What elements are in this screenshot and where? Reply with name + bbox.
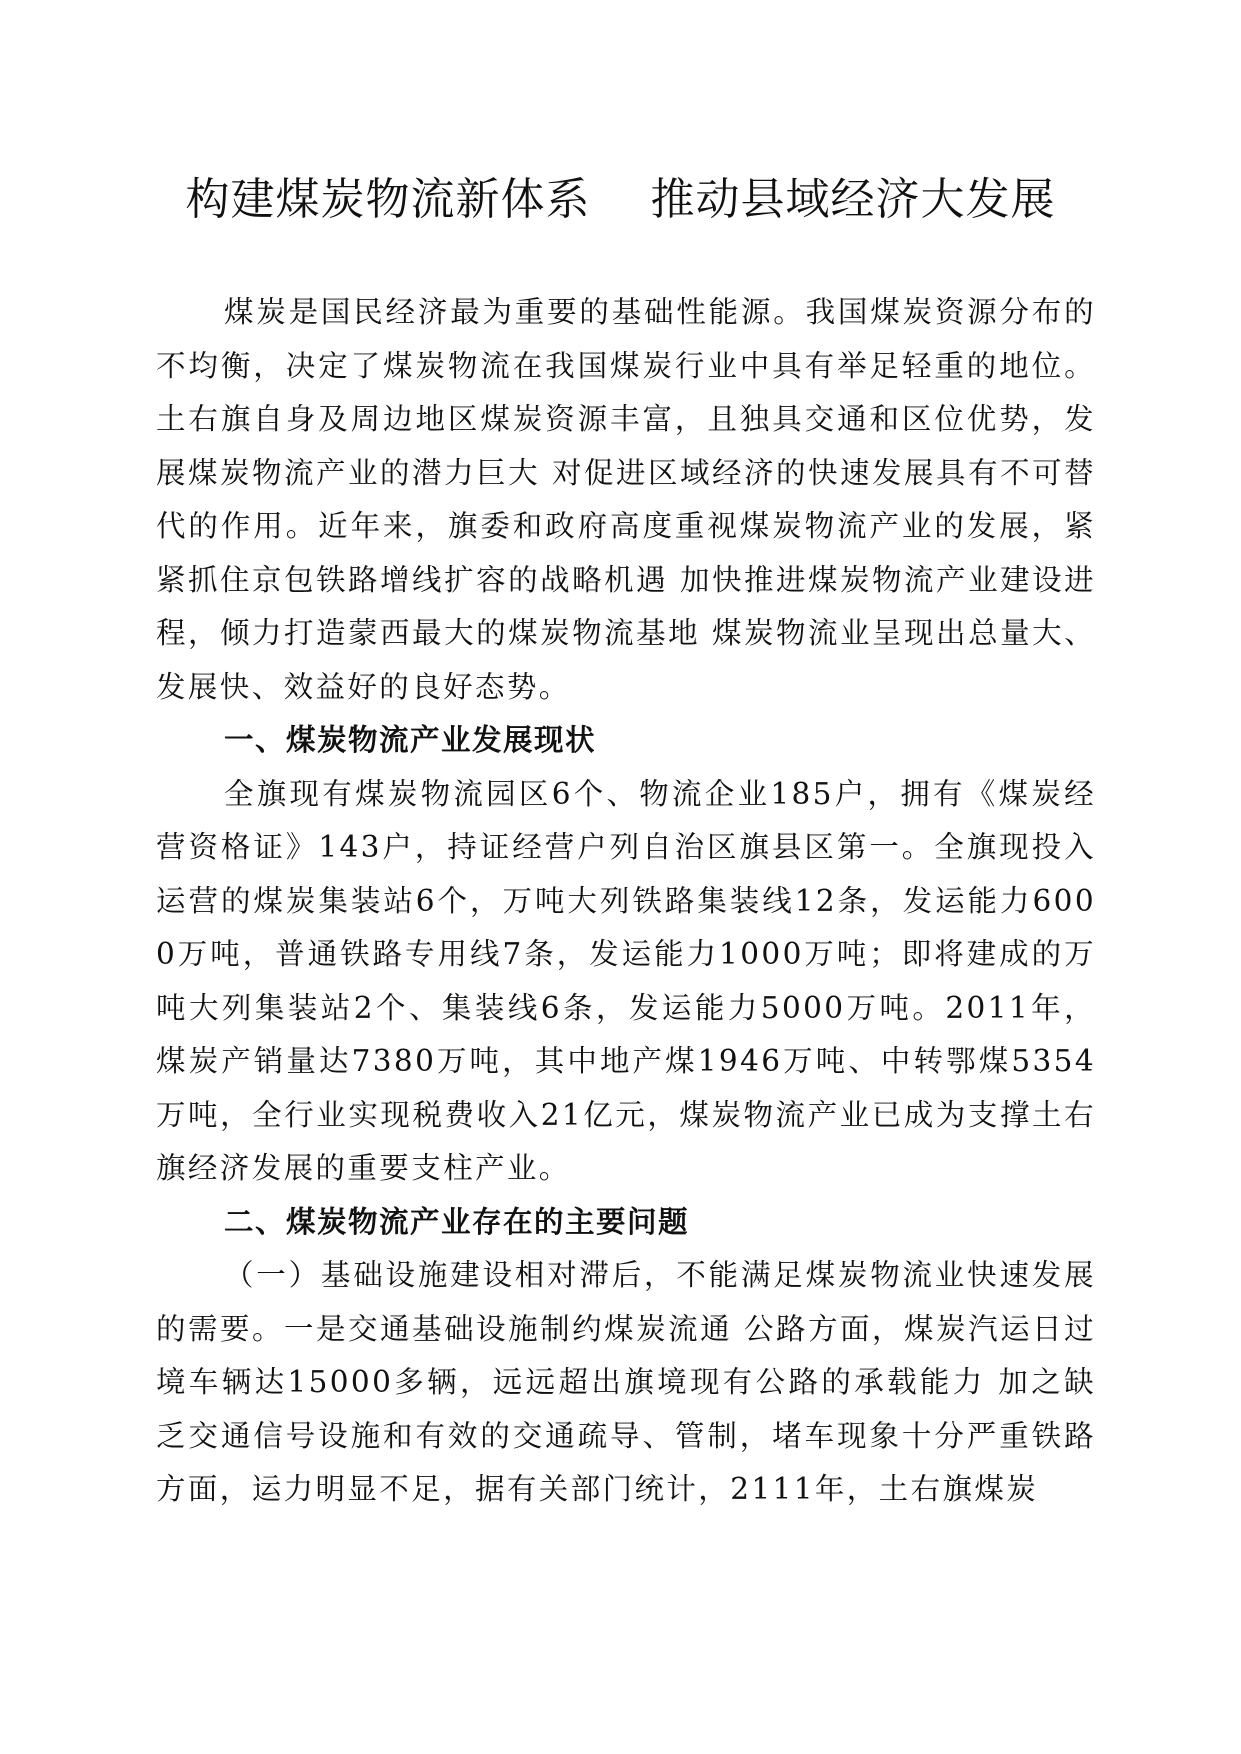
document-title: 构建煤炭物流新体系 推动县域经济大发展	[185, 174, 1056, 225]
paragraph-problems: （一）基础设施建设相对滞后，不能满足煤炭物流业快速发展的需要。一是交通基础设施制约煤炭流通 公路方面，煤炭汽运日过境车辆达15000多辆，远远超出旗境现有公路的承载能力 加之缺乏交通信号设施和有效的交通疏导、管制，堵车现象十分严重铁路方面，运力明显不足，据有关部门统计，2111年，土右旗煤炭	[156, 1258, 1096, 1506]
paragraph-intro: 煤炭是国民经济最为重要的基础性能源。我国煤炭资源分布的不均衡，决定了煤炭物流在我国煤炭行业中具有举足轻重的地位。土右旗自身及周边地区煤炭资源丰富，且独具交通和区位优势，发展煤炭物流产业的潜力巨大 对促进区域经济的快速发展具有不可替代的作用。近年来，旗委和政府高度重视煤炭物流产业的发展，紧紧抓住京包铁路增线扩容的战略机遇 加快推进煤炭物流产业建设进程，倾力打造蒙西最大的煤炭物流基地 煤炭物流业呈现出总量大、发展快、效益好的良好态势。	[156, 295, 1096, 704]
document-body	[156, 286, 1096, 1517]
section-heading-2: 二、煤炭物流产业存在的主要问题	[224, 1204, 690, 1239]
paragraph-status: 全旗现有煤炭物流园区6个、物流企业185户，拥有《煤炭经营资格证》143户，持证经营户列自治区旗县区第一。全旗现投入运营的煤炭集装站6个，万吨大列铁路集装线12条，发运能力6000万吨，普通铁路专用线7条，发运能力1000万吨；即将建成的万吨大列集装站2个、集装线6条，发运能力5000万吨。2011年，煤炭产销量达7380万吨，其中地产煤1946万吨、中转鄂煤5354万吨，全行业实现税费收入21亿元，煤炭物流产业已成为支撑土右旗经济发展的重要支柱产业。	[156, 776, 1096, 1185]
section-heading-1: 一、煤炭物流产业发展现状	[224, 723, 597, 757]
